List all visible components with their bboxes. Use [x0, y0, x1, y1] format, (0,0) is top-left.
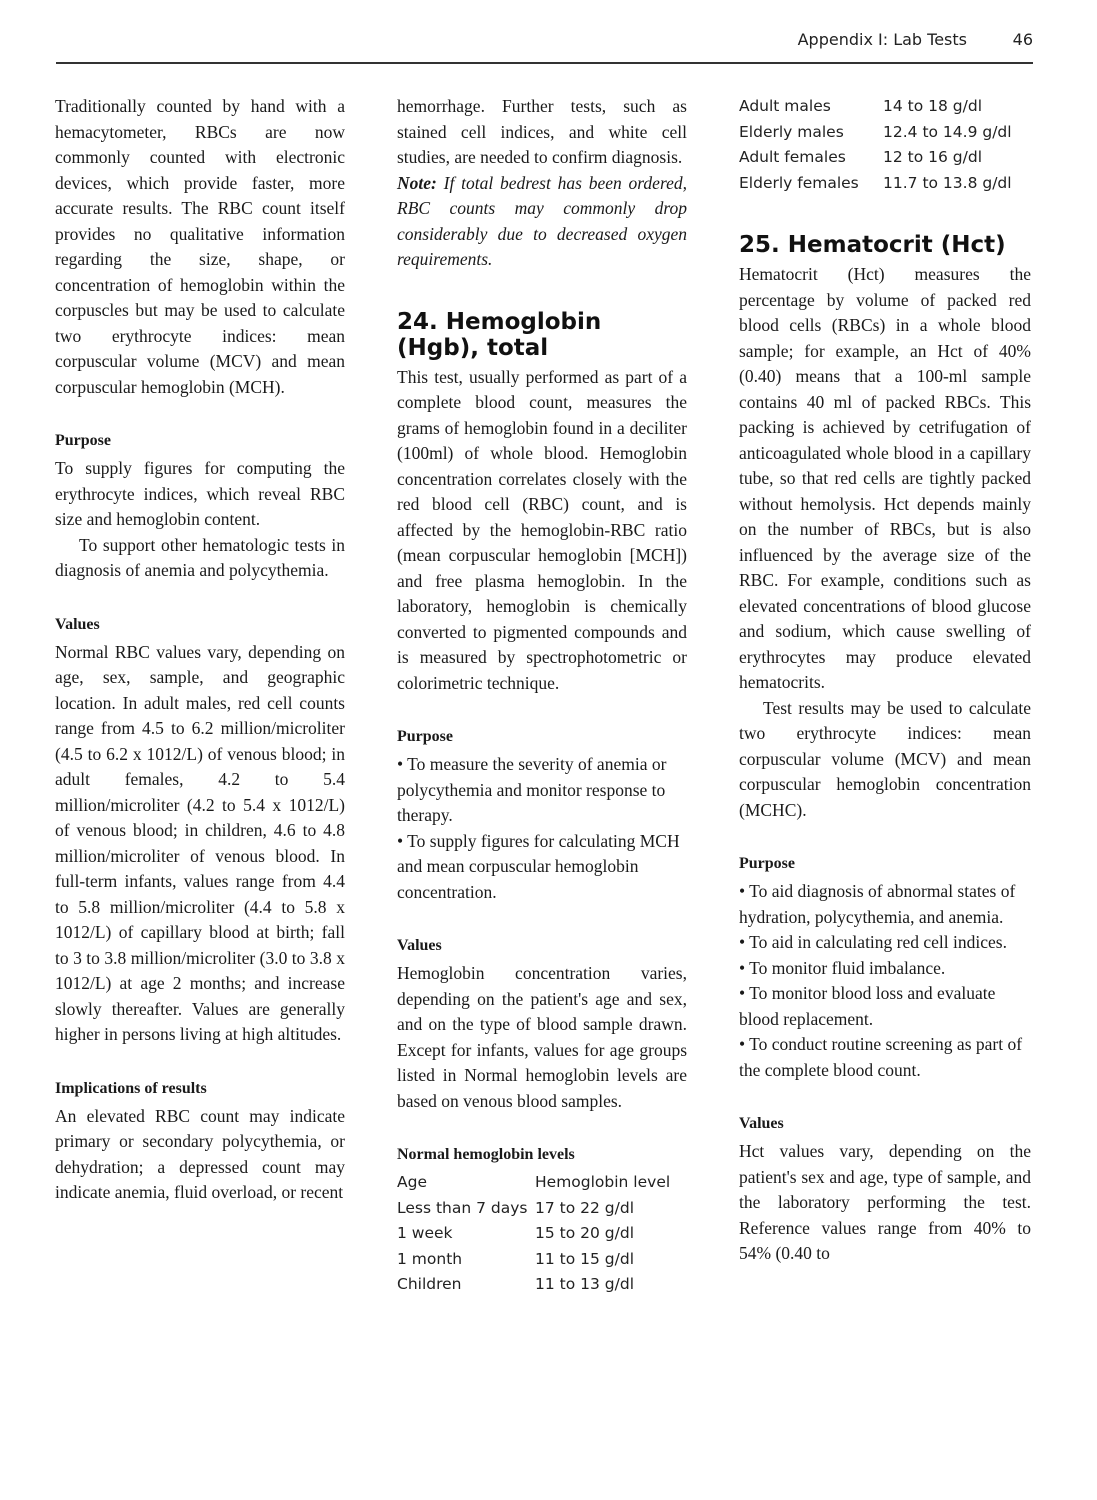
table-row: [739, 171, 1012, 197]
table-header-row: [397, 1170, 670, 1196]
hct-intro-paragraph-2: Test results may be used to calculate two erythrocyte indices: mean corpuscular volume (MCV) and mean corpuscular hemoglobin concentration (MCHC).: [739, 697, 1031, 820]
table-cell: Children: [397, 1275, 462, 1293]
purpose-heading: Purpose: [397, 728, 453, 745]
hgb-values-paragraph: Hemoglobin concentration varies, depending on the patient's age and sex, and on the type of blood sample drawn. Except for infants, values for age groups listed in Normal hemoglobin levels are based on venous blood samples.: [397, 963, 687, 1111]
table-cell: 15 to 20 g/dl: [535, 1224, 634, 1242]
table-cell: 14 to 18 g/dl: [883, 97, 982, 115]
table-row: [739, 145, 1012, 171]
column-1: [55, 94, 345, 1206]
table-row: [739, 94, 1012, 120]
hct-values-paragraph: Hct values vary, depending on the patient's sex and age, type of sample, and the laboratory performing the test. Reference values range from 40% to 54% (0.40 to: [739, 1141, 1031, 1263]
table-cell: 17 to 22 g/dl: [535, 1198, 634, 1217]
hct-purpose-bullet: • To aid in calculating red cell indices.: [739, 932, 1007, 952]
rbc-purpose-paragraph: To supply figures for computing the erythrocyte indices, which reveal RBC size and hemoglobin content.: [55, 458, 345, 529]
hgb-purpose-bullet: • To supply figures for calculating MCH and mean corpuscular hemoglobin concentration.: [397, 830, 680, 902]
implications-heading: Implications of results: [55, 1079, 207, 1097]
table-cell: Elderly females: [739, 173, 859, 192]
values-heading: Values: [397, 937, 442, 954]
table-cell: 12.4 to 14.9 g/dl: [883, 122, 1012, 141]
hemoglobin-levels-table-continued: [739, 94, 1012, 196]
table-header-cell: Age: [397, 1173, 427, 1191]
table-cell: Adult females: [739, 148, 846, 166]
table-cell: 12 to 16 g/dl: [883, 148, 982, 166]
hct-purpose-bullet: • To monitor blood loss and evaluate blood replacement.: [739, 983, 996, 1029]
column-2: [397, 94, 687, 1298]
rbc-note: [397, 171, 687, 273]
note-label: Note:: [397, 172, 437, 193]
table-row: [397, 1272, 670, 1298]
column-3: [739, 94, 1031, 1267]
table-cell: Less than 7 days: [397, 1198, 528, 1217]
page-header: [56, 24, 1033, 64]
page-number: 46: [1012, 30, 1033, 49]
table-cell: Adult males: [739, 97, 831, 115]
rbc-implications-paragraph: An elevated RBC count may indicate primary or secondary polycythemia, or dehydration; a depressed count may indicate anemia, fluid overload, or recent: [55, 1105, 345, 1202]
rbc-purpose-paragraph-2: To support other hematologic tests in diagnosis of anemia and polycythemia.: [55, 534, 345, 580]
table-cell: 11 to 13 g/dl: [535, 1275, 634, 1293]
rbc-values-paragraph: Normal RBC values vary, depending on age, sex, sample, and geographic location. In adult males, red cell counts range from 4.5 to 6.2 million/microliter (4.5 to 6.2 x 1012/L) of venous blood; in adult females, 4.2 to 5.4 million/microliter (4.2 to 5.4 x 1012/L) of venous blood; in children, 4.6 to 4.8 million/microliter of venous blood. In full-term infants, values range from 4.4 to 5.8 million/microliter (4.4 to 5.8 x 1012/L) of capillary blood at birth; fall to 3 to 3.8 million/microliter (3.0 to 3.8 x 1012/L) at age 2 months; and increase slowly thereafter. Values are generally higher in persons living at high altitudes.: [55, 641, 345, 1044]
table-cell: 1 month: [397, 1249, 463, 1268]
table-row: [397, 1247, 670, 1273]
table-cell: 11.7 to 13.8 g/dl: [883, 173, 1012, 192]
hct-purpose-bullet: • To monitor fluid imbalance.: [739, 957, 946, 978]
table-header-cell: Hemoglobin level: [535, 1173, 671, 1191]
section-title-hematocrit: 25. Hematocrit (Hct): [739, 232, 1006, 258]
table-row: [739, 120, 1012, 146]
running-head: Appendix I: Lab Tests: [797, 30, 967, 49]
hemoglobin-table-heading: Normal hemoglobin levels: [397, 1146, 575, 1163]
note-text: If total bedrest has been ordered, RBC counts may commonly drop considerably due to decreased oxygen requirements.: [397, 172, 687, 269]
hct-purpose-bullet: • To conduct routine screening as part of the complete blood count.: [739, 1034, 1023, 1080]
hgb-intro-paragraph: This test, usually performed as part of a complete blood count, measures the grams of hemoglobin found in a deciliter (100ml) of whole blood. Hemoglobin concentration correlates closely with the red blood cell (RBC) count, and is affected by the hemoglobin-RBC ratio (mean corpuscular hemoglobin [MCH]) and free plasma hemoglobin. In the laboratory, hemoglobin is chemically converted to pigmented compounds and is measured by spectrophotometric or colorimetric technique.: [397, 366, 687, 693]
table-row: [397, 1221, 670, 1247]
rbc-intro-paragraph: Traditionally counted by hand with a hemacytometer, RBCs are now commonly counted with electronic devices, which provide faster, more accurate results. The RBC count itself provides no qualitative information regarding the size, shape, or concentration of hemoglobin within the corpuscles but may be used to calculate two erythrocyte indices: mean corpuscular volume (MCV) and mean corpuscular hemoglobin (MCH).: [55, 96, 345, 397]
hemoglobin-levels-table: [397, 1170, 670, 1298]
table-cell: 11 to 15 g/dl: [535, 1249, 634, 1268]
hct-intro-paragraph: Hematocrit (Hct) measures the percentage by volume of packed red blood cells (RBCs) in a whole blood sample; for example, an Hct of 40% (0.40) means that a 100-ml sample contains 40 ml of packed RBCs. This packing is achieved by cetrifugation of anticoagulated whole blood in a capillary tube, so that red cells are tightly packed without hemolysis. Hct depends mainly on the number of RBCs, but is also influenced by the average size of the RBC. For example, conditions such as elevated concentrations of blood glucose and sodium, which cause swelling of erythrocytes may produce elevated hematocrits.: [739, 264, 1031, 692]
table-cell: Elderly males: [739, 122, 844, 141]
purpose-heading: Purpose: [55, 432, 111, 449]
purpose-heading: Purpose: [739, 855, 795, 872]
rbc-implications-continuation: hemorrhage. Further tests, such as stained cell indices, and white cell studies, are needed to confirm diagnosis.: [397, 96, 687, 167]
hct-purpose-bullet: • To aid diagnosis of abnormal states of hydration, polycythemia, and anemia.: [739, 881, 1016, 927]
hgb-purpose-bullet: • To measure the severity of anemia or polycythemia and monitor response to therapy.: [397, 754, 667, 825]
table-cell: 1 week: [397, 1224, 453, 1242]
table-row: [397, 1196, 670, 1222]
values-heading: Values: [739, 1115, 784, 1132]
section-title-hemoglobin: 24. Hemoglobin (Hgb), total: [397, 308, 602, 361]
values-heading: Values: [55, 615, 100, 633]
